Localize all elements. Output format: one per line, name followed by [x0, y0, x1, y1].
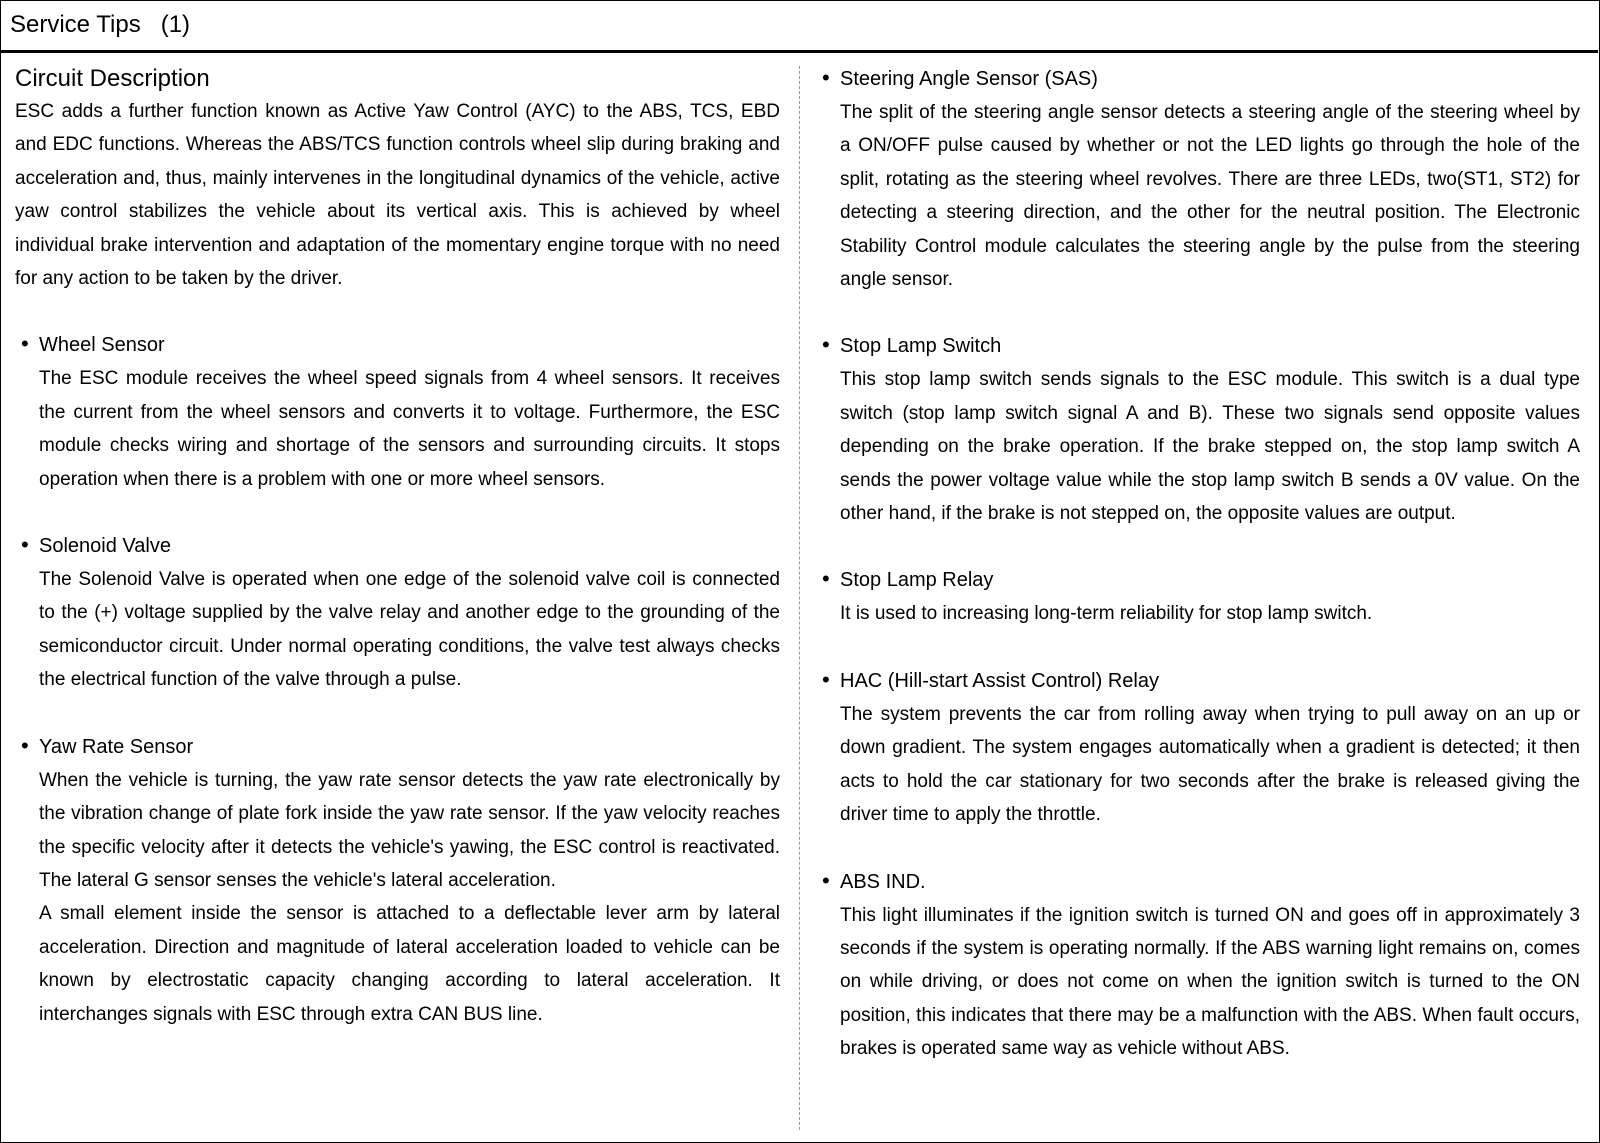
section-title: • Stop Lamp Relay: [816, 563, 1580, 597]
section-text: The Solenoid Valve is operated when one edge of the solenoid valve coil is connected to the (+) voltage supplied by the valve relay and another edge to the grounding of the semiconductor circuit. Under normal operating conditions, the valve test always checks the electrical function of the valve through a pulse.: [39, 569, 780, 691]
section-title: • Stop Lamp Switch: [816, 329, 1580, 363]
column-divider: [799, 66, 800, 1130]
circuit-description-text: ESC adds a further function known as Active Yaw Control (AYC) to the ABS, TCS, EBD and EDC functions. Whereas the ABS/TCS function controls wheel slip during braking and acceleration and, thus, mainly intervenes in the longitudinal dynamics of the vehicle, active yaw control stabilizes the vehicle about its vertical axis. This is achieved by wheel individual brake intervention and adaptation of the momentary engine torque with no need for any action to be taken by the driver.: [15, 101, 780, 290]
section-stop-lamp-switch: [816, 329, 1580, 530]
circuit-description-heading: Circuit Description: [15, 65, 210, 92]
section-text: The system prevents the car from rolling away when trying to pull away on an up or down gradient. The system engages automatically when a gradient is detected; it then acts to hold the car stationary for two seconds after the brake is released giving the driver time to apply the throttle.: [840, 703, 1580, 826]
section-title: • Steering Angle Sensor (SAS): [816, 62, 1580, 96]
section-title: • Wheel Sensor: [15, 328, 780, 362]
right-column: [816, 62, 1580, 1066]
section-text: The split of the steering angle sensor detects a steering angle of the steering wheel by a ON/OFF pulse caused by whether or not the LED lights go through the hole of the split, rotating as the steering wheel revolves. There are three LEDs, two(ST1, ST2) for detecting a steering direction, and the other for the neutral position. The Electronic Stability Control module calculates the steering angle by the pulse from the steering angle sensor.: [840, 102, 1580, 291]
section-text: When the vehicle is turning, the yaw rate sensor detects the yaw rate electronically by the vibration change of plate fork inside the yaw rate sensor. If the yaw velocity reaches the specific velocity after it detects the vehicle's yawing, the ESC control is reactivated. The lateral G sensor senses the vehicle's lateral acceleration.: [39, 769, 780, 891]
section-hac-relay: [816, 664, 1580, 832]
section-title: • Yaw Rate Sensor: [15, 730, 780, 764]
section-text: This light illuminates if the ignition switch is turned ON and goes off in approximately 3 seconds if the system is operating normally. If the ABS warning light remains on, comes on while driving, or does not come on when the ignition switch is turned to the ON position, this indicates that there may be a malfunction with the ABS. When fault occurs, brakes is operated same way as vehicle without ABS.: [840, 904, 1580, 1060]
section-title: • ABS IND.: [816, 865, 1580, 899]
section-title: • Solenoid Valve: [15, 529, 780, 563]
section-title: • HAC (Hill-start Assist Control) Relay: [816, 664, 1580, 698]
section-abs-ind: [816, 865, 1580, 1066]
section-wheel-sensor: [15, 328, 780, 496]
page-header: [0, 0, 1598, 53]
section-stop-lamp-relay: [816, 563, 1580, 630]
section-text: This stop lamp switch sends signals to the ESC module. This switch is a dual type switch (stop lamp switch signal A and B). These two signals send opposite values depending on the brake operation. If the brake stepped on, the stop lamp switch A sends the power voltage value while the stop lamp switch B sends a 0V value. On the other hand, if the brake is not stepped on, the opposite values are output.: [840, 369, 1580, 525]
left-column: [15, 62, 780, 1031]
page-title: Service Tips (1): [10, 11, 191, 38]
section-text-continued: A small element inside the sensor is attached to a deflectable lever arm by lateral acceleration. Direction and magnitude of lateral acceleration loaded to vehicle can be known by electrostatic capacity changing according to lateral acceleration. It interchanges signals with ESC through extra CAN BUS line.: [39, 903, 780, 1025]
section-steering-angle-sensor: [816, 62, 1580, 296]
section-text: The ESC module receives the wheel speed signals from 4 wheel sensors. It receives the current from the wheel sensors and converts it to voltage. Furthermore, the ESC module checks wiring and shortage of the sensors and surrounding circuits. It stops operation when there is a problem with one or more wheel sensors.: [39, 368, 780, 490]
section-yaw-rate-sensor: [15, 730, 780, 1031]
section-solenoid-valve: [15, 529, 780, 697]
section-text: It is used to increasing long-term reliability for stop lamp switch.: [840, 603, 1373, 625]
